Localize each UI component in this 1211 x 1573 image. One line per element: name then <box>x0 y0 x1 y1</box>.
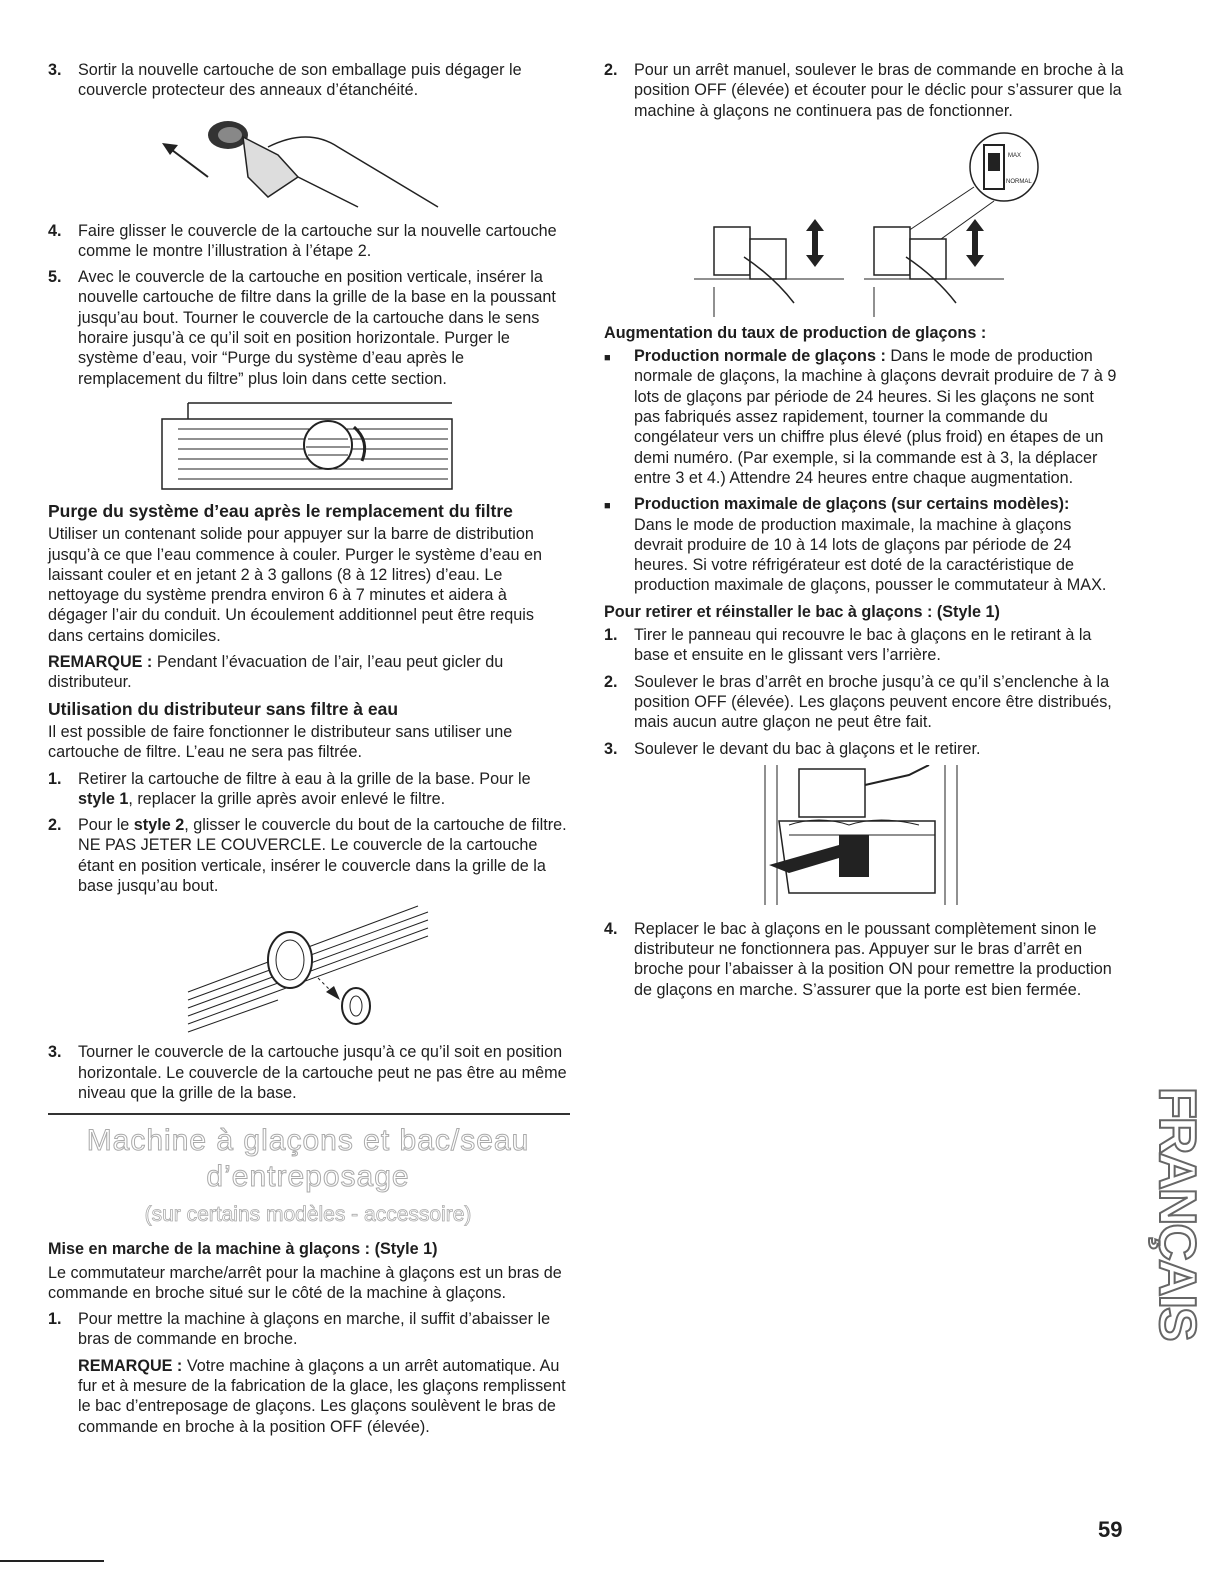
manual-stop-step-2 <box>604 60 1124 121</box>
step-3-unpack <box>48 60 568 101</box>
no-filter-step-1 <box>48 769 568 810</box>
section-title <box>48 1123 568 1195</box>
remark-label: REMARQUE : <box>48 653 153 672</box>
step-4-slide-cover <box>48 221 568 262</box>
language-label: FRANÇAIS <box>1148 1086 1206 1340</box>
step-number: 2. <box>48 816 62 835</box>
remove-step-3 <box>604 739 1124 759</box>
step-number: 2. <box>604 672 618 691</box>
language-sidebar-tab <box>1148 1078 1206 1348</box>
right-column <box>604 60 1124 1006</box>
step-text: Pour un arrêt manuel, soulever le bras de commande en broche à la position OFF (élevée) et écouter pour le déclic pour s’assurer que la machine à glaçons ne continuera pas de fonctionner. <box>634 61 1124 120</box>
max-production-bullet: ■ Production maximale de glaçons (sur certains modèles): Dans le mode de production maximale, la machine à glaçons devrait produire de 10 à 14 lots de glaçons par période de 24 heures. Si votre réfrigérateur est doté de la caractéristique de production maximale de glaçons, pousser le commutateur à MAX. <box>604 495 1107 595</box>
remark-auto-stop: REMARQUE : Votre machine à glaçons a un arrêt automatique. Au fur et à mesure de la fabrication de la glace, les glaçons remplissent le bac d’entreposage de glaçons. Les glaçons soulèvent le bras de commande en broche à la position OFF (élevée). <box>78 1356 566 1436</box>
step-number: 1. <box>48 1310 62 1329</box>
step-number: 3. <box>604 739 618 758</box>
step-5-insert-cartridge <box>48 267 568 389</box>
section-subtitle: (sur certains modèles - accessoire) <box>144 1203 472 1227</box>
no-filter-paragraph: Il est possible de faire fonctionner le distributeur sans utiliser une cartouche de filtre. L’eau ne sera pas filtrée. <box>48 722 513 762</box>
section-title-line-1: Machine à glaçons et bac/seau <box>86 1124 530 1158</box>
step-number: 5. <box>48 268 62 287</box>
step-number: 4. <box>604 919 618 938</box>
increase-heading: Augmentation du taux de production de glaçons : <box>604 323 987 342</box>
start-heading: Mise en marche de la machine à glaçons : (Style 1) <box>48 1240 438 1259</box>
remove-step-1 <box>604 625 1124 666</box>
step-number: 1. <box>604 626 618 645</box>
step-text: Avec le couvercle de la cartouche en position verticale, insérer la nouvelle cartouche de filtre dans la grille de la base en la poussant jusqu’au bout. Tourner le couvercle de la cartouche dans le sens horaire jusqu’à ce qu’il soit en position horizontale. Purger le système d’eau, voir “Purge du système d’eau après le remplacement du filtre” plus loin dans cette section. <box>78 268 556 388</box>
purge-paragraph: Utiliser un contenant solide pour appuyer sur la barre de distribution jusqu’à ce que l’eau commence à couler. Purger le système d’eau en laissant couler et en jetant 2 à 3 gallons (8 à 12 litres) d’eau. Le nettoyage du système prendra environ 6 à 7 minutes et aidera à dégager l’air du conduit. Un écoulement additionnel peut être requis dans certains domiciles. <box>48 525 543 645</box>
step-number: 3. <box>48 1043 62 1062</box>
cartridge-unpack-illustration <box>158 107 458 215</box>
section-divider <box>48 1113 570 1115</box>
normal-production-bullet: ■ Production normale de glaçons : Dans le mode de production normale de glaçons, la machine à glaçons devrait produire de 7 à 9 lots de glaçons par période de 24 heures. Si les glaçons ne sont pas fabriqués assez rapidement, tourner la commande du congélateur vers un chiffre plus élevé (plus froid) en étapes de un demi numéro. (Par exemple, si la commande est à 3, la déplacer entre 3 et 4.) Attendre 24 heures entre chaque augmentation. <box>604 347 1117 487</box>
left-column <box>48 60 568 1443</box>
step-text: Tourner le couvercle de la cartouche jusqu’à ce qu’il soit en position horizontale. Le couvercle de la cartouche peut ne pas être au même niveau que la grille de la base. <box>78 1043 567 1102</box>
no-filter-step-3 <box>48 1042 568 1103</box>
step-number: 1. <box>48 769 62 788</box>
no-filter-heading: Utilisation du distributeur sans filtre à eau <box>48 698 399 719</box>
step-text: Sortir la nouvelle cartouche de son emballage puis dégager le couvercle protecteur des anneaux d’étanchéité. <box>78 61 522 100</box>
step-number: 3. <box>48 61 62 79</box>
max-label: MAX <box>1008 152 1022 159</box>
bullet-icon: ■ <box>604 500 611 513</box>
step-text: Retirer la cartouche de filtre à eau à la grille de la base. Pour le style 1, replacer la grille après avoir enlevé le filtre. <box>78 769 531 808</box>
page-number: 59 <box>1098 1517 1123 1542</box>
step-number: 4. <box>48 221 62 240</box>
bullet-icon: ■ <box>604 352 611 365</box>
purge-heading: Purge du système d’eau après le remplacement du filtre <box>48 500 513 521</box>
start-step-1 <box>48 1309 568 1437</box>
step-text: Replacer le bac à glaçons en le poussant complètement sinon le distributeur ne fonctionnera pas. Appuyer sur le bras d’arrêt en broche pour l’abaisser à la position ON pour remettre la production de glaçons en marche. S’assurer que la porte est bien fermée. <box>634 919 1112 999</box>
normal-label: NORMAL <box>1006 178 1032 185</box>
start-paragraph: Le commutateur marche/arrêt pour la machine à glaçons est un bras de commande en broche situé sur le côté de la machine à glaçons. <box>48 1263 562 1302</box>
remove-bin-heading: Pour retirer et réinstaller le bac à glaçons : (Style 1) <box>604 602 1000 621</box>
step-text: Soulever le devant du bac à glaçons et le retirer. <box>634 739 981 758</box>
remark-text: Pendant l’évacuation de l’air, l’eau peut gicler du distributeur. <box>48 653 504 692</box>
base-grille-illustration <box>158 395 458 495</box>
remove-step-2 <box>604 672 1124 733</box>
filter-cap-illustration <box>178 902 438 1036</box>
step-text: Pour mettre la machine à glaçons en marche, il suffit d’abaisser le bras de commande en broche. REMARQUE : Votre machine à glaçons a un arrêt automatique. Au fur et à mesure de la fabrication de la glace, les glaçons remplissent le bac d’entreposage de glaçons. Les glaçons soulèvent le bras de commande en broche à la position OFF (élevée). <box>78 1309 568 1437</box>
step-text: Pour le style 2, glisser le couvercle du bout de la cartouche de filtre. NE PAS JETER LE COUVERCLE. Le couvercle de la cartouche étant en position verticale, insérer le couvercle dans la grille de la base jusqu’au bout. <box>78 816 567 896</box>
remove-step-4 <box>604 919 1124 1000</box>
step-number: 2. <box>604 61 618 79</box>
section-title-line-2: d’entreposage <box>206 1160 410 1194</box>
ice-bin-removal-illustration <box>759 765 969 913</box>
ice-maker-arm-illustration <box>684 127 1044 317</box>
step-text: Tirer le panneau qui recouvre le bac à glaçons en le retirant à la base et ensuite en le glissant vers l’arrière. <box>634 626 1092 665</box>
no-filter-step-2 <box>48 815 568 896</box>
remark-air <box>48 652 568 693</box>
step-text: Soulever le bras d’arrêt en broche jusqu’à ce qu’il s’enclenche à la position OFF (élevée). Les glaçons peuvent encore être distribués, mais aucun autre glaçon ne peut être fait. <box>634 672 1112 732</box>
step-text: Faire glisser le couvercle de la cartouche sur la nouvelle cartouche comme le montre l’illustration à l’étape 2. <box>78 221 557 260</box>
footer-rule <box>0 1560 104 1562</box>
